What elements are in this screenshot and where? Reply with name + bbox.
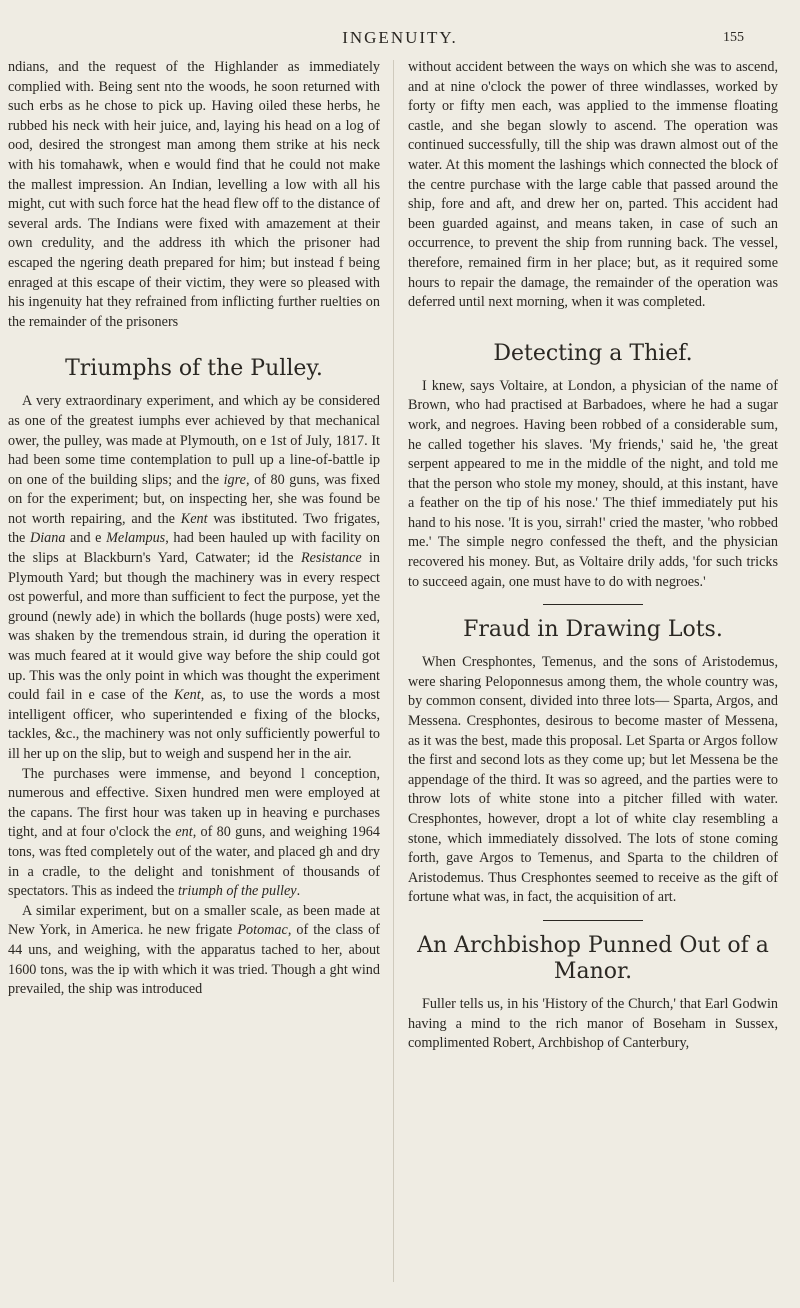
running-header [0,28,800,54]
fraud-paragraph: When Cresphontes, Temenus, and the sons of Aristodemus, were sharing Peloponnesus among them, the whole country was, by common consent, divided into three lots— Sparta, Argos, and Messena. Cresphontes, desirous to become master of Messena, as it was the best, made this proposal. Let Sparta or Argos follow the first and second lots as they come up; but let Messena be the appendage of the third. It was so agreed, and the parties were to throw lots of white stone into a pitcher filled with water. Cresphontes, however, dropt a lot of white clay resembling a stone, which immediately dissolved. The lots of stone coming forth, gave Argos to Temenus, and Sparta to the children of Aristodemus. Thus Cresphontes seemed to receive as the gift of fortune what was, in fact, the acquisition of art. [408,654,778,906]
fraud-heading: Fraud in Drawing Lots. [463,617,723,643]
section-rule [543,920,643,921]
column-divider [393,60,394,1282]
page-number: 155 [723,30,744,45]
thief-heading: Detecting a Thief. [493,340,693,366]
pulley-paragraph-2: The purchases were immense, and beyond l conception, numerous and effective. Sixen hundred men were employed at the capans. The first hour was taken up in heaving e purchases tight, and at four o'clock the ent, of 80 guns, and weighing 1964 tons, was fted completely out of the water, and placed gh and dry in a cradle, to the delight and tonishment of thousands of spectators. This as indeed the triumph of the pulley. [8,765,380,900]
running-title: INGENUITY. [342,28,458,47]
pulley-heading: Triumphs of the Pulley. [65,356,323,382]
prisoner-story-end: ndians, and the request of the Highlander as immediately complied with. Being sent nto the woods, he soon returned with such erbs as he chose to pick up. Having oiled these herbs, he rubbed his neck with heir juice, and, laying his head on a log of ood, desired the strongest man among them strike at his neck with his tomahawk, when e would find that he could not make the mallest impression. An Indian, levelling a low with all his might, cut with such force hat the head flew off to the distance of several ards. The Indians were fixed with amazement at their own credulity, and the address ith which the prisoner had escaped the ngering death prepared for him; but instead f being enraged at this escape of their victim, they were so pleased with his ingenuity hat they refrained from inflicting further ruelties on the remainder of the prisoners [8,59,380,330]
thief-paragraph: I knew, says Voltaire, at London, a physician of the name of Brown, who had practised at Barbadoes, where he had a sugar work, and negroes. Having been robbed of a considerable sum, he called together his slaves. 'My friends,' said he, 'the great serpent appeared to me in the middle of the night, and told me that the person who stole my money, should, at this instant, have a feather on the tip of his nose.' The thief immediately put his hand to his nose. 'It is you, sirrah!' cried the master, 'who robbed me.' The simple negro confessed the theft, and the physician recovered his money. But, as Voltaire drily adds, 'for such tricks to succeed again, one must have to do with negroes.' [408,377,778,590]
pulley-paragraph-1: A very extraordinary experiment, and which ay be considered as one of the greatest iumphs ever achieved by that mechanical ower, the pulley, was made at Plymouth, on e 1st of July, 1817. It had been some time contemplation to pull up a line-of-battle ip on one of the building slips; and the igre, of 80 guns, was fixed on for the experiment; but, on inspecting her, she was found be not worth repairing, and the Kent was ibstituted. Two frigates, the Diana and e Melampus, had been hauled up with facility on the slips at Blackburn's Yard, Catwater; id the Resistance in Plymouth Yard; but though the machinery was in every respect ost powerful, and more than sufficient to fect the purpose, yet the ground (newly ade) in which the bollards (huge posts) were xed, was shaken by the tremendous strain, id during the operation it was much feared at it would give way before the ship could got up. This was the only point in which was thought the experiment could fail in e case of the Kent, as, to use the words a most intelligent officer, who superintended e fixing of the blocks, tackles, &c., the machinery was not only sufficiently powerful to ill her up on the slip, but to weigh and suspend her in the air. [8,393,381,762]
archbishop-heading: An Archbishop Punned Out of a Manor. [417,932,769,984]
pulley-continuation: without accident between the ways on which she was to ascend, and at nine o'clock the power of three windlasses, worked by forty or fifty men each, was applied to the immense floating castle, and she began slowly to ascend. The operation was continued successfully, till the ship was drawn almost out of the water. At this moment the lashings which connected the block of the centre purchase with the large cable that passed around the ship, fore and aft, and drew her on, parted. This accident had been guarded against, and means taken, in case of such an occurrence, to prevent the ship from running back. The vessel, therefore, remained firm in her place; but, as it required some hours to repair the damage, the remainder of the operation was deferred until next morning, when it was completed. [408,59,778,311]
right-column [408,58,778,1054]
section-rule [543,604,643,605]
archbishop-paragraph: Fuller tells us, in his 'History of the Church,' that Earl Godwin having a mind to the rich manor of Boseham in Sussex, complimented Robert, Archbishop of Canterbury, [408,995,778,1052]
pulley-paragraph-3: A similar experiment, but on a smaller scale, as been made at New York, in America. he new frigate Potomac, of the class of 44 uns, and weighing, with the apparatus tached to her, about 1600 tons, was the ip with which it was tried. Though a ght wind prevailed, the ship was introduced [8,902,380,998]
left-column [8,58,380,1000]
